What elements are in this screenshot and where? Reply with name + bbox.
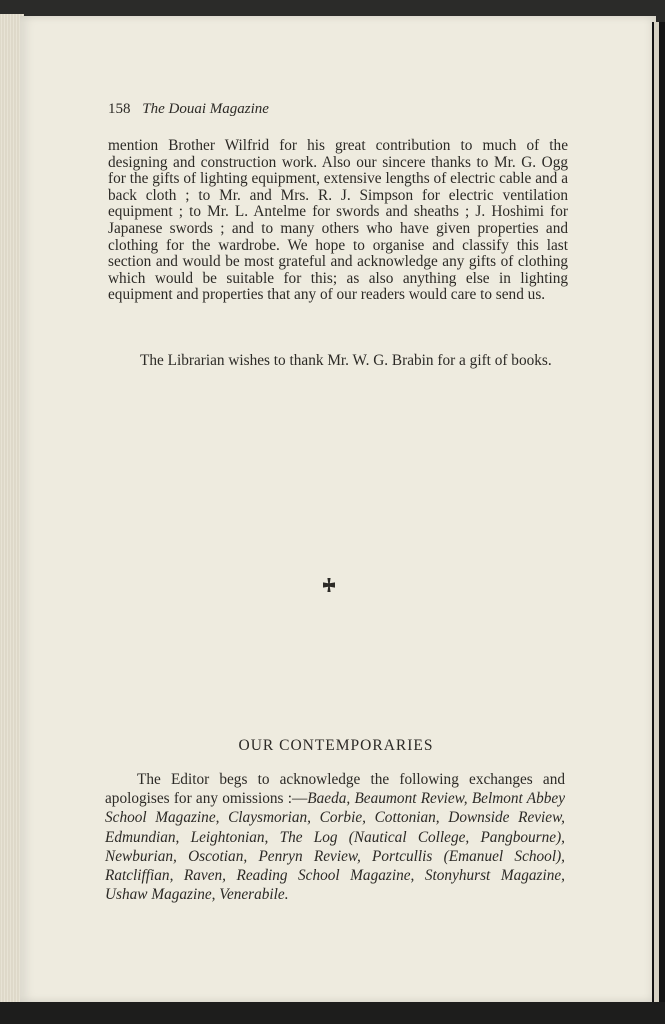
right-page-edge xyxy=(652,22,665,1002)
section-title: OUR CONTEMPORARIES xyxy=(238,737,434,754)
running-title: The Douai Magazine xyxy=(142,101,269,117)
cross-patty-icon xyxy=(322,578,336,592)
paragraph-librarian-text: The Librarian wishes to thank Mr. W. G. Brabin for a gift of books. xyxy=(140,352,552,369)
paragraph-thanks xyxy=(108,138,568,304)
running-header xyxy=(108,101,269,118)
page-number: 158 xyxy=(108,101,131,117)
paragraph-thanks-text: mention Brother Wilfrid for his great contribution to much of the designing and construction work. Also our sincere thanks to Mr. G. Ogg for the gifts of lighting equipment, extensive lengths of electric cable and a back cloth ; to Mr. and Mrs. R. J. Simpson for electric ventilation equipment ; to Mr. L. Antelme for swords and sheaths ; J. Hoshimi for Japanese swords ; and to many others who have given properties and clothing for the wardrobe. We hope to organise and classify this last section and would be most grateful and acknowledge any gifts of clothing which would be suitable for this; as also anything else in lighting equipment and properties that any of our readers would care to send us. xyxy=(108,137,568,304)
paragraph-contemporaries xyxy=(105,770,565,904)
contemporaries-intro: The Editor begs to acknowledge the following exchanges and apologises for any omissions :— xyxy=(105,771,565,808)
paragraph-librarian xyxy=(108,353,568,370)
bottom-edge xyxy=(0,1002,665,1024)
facing-page-sliver xyxy=(654,22,659,1002)
exchanges-list: Baeda, Beaumont Review, Belmont Abbey School Magazine, Claysmorian, Corbie, Cottonian, Downside Review, Edmundian, Leightonian, The Log (Nautical College, Pangbourne), Newburian, Oscotian, Penryn Review, Portcullis (Emanuel School), Ratcliffian, Raven, Reading School Magazine, Stonyhurst Magazine, Ushaw Magazine, Venerabile. xyxy=(105,790,565,904)
paragraph-contemporaries-text xyxy=(105,770,565,904)
